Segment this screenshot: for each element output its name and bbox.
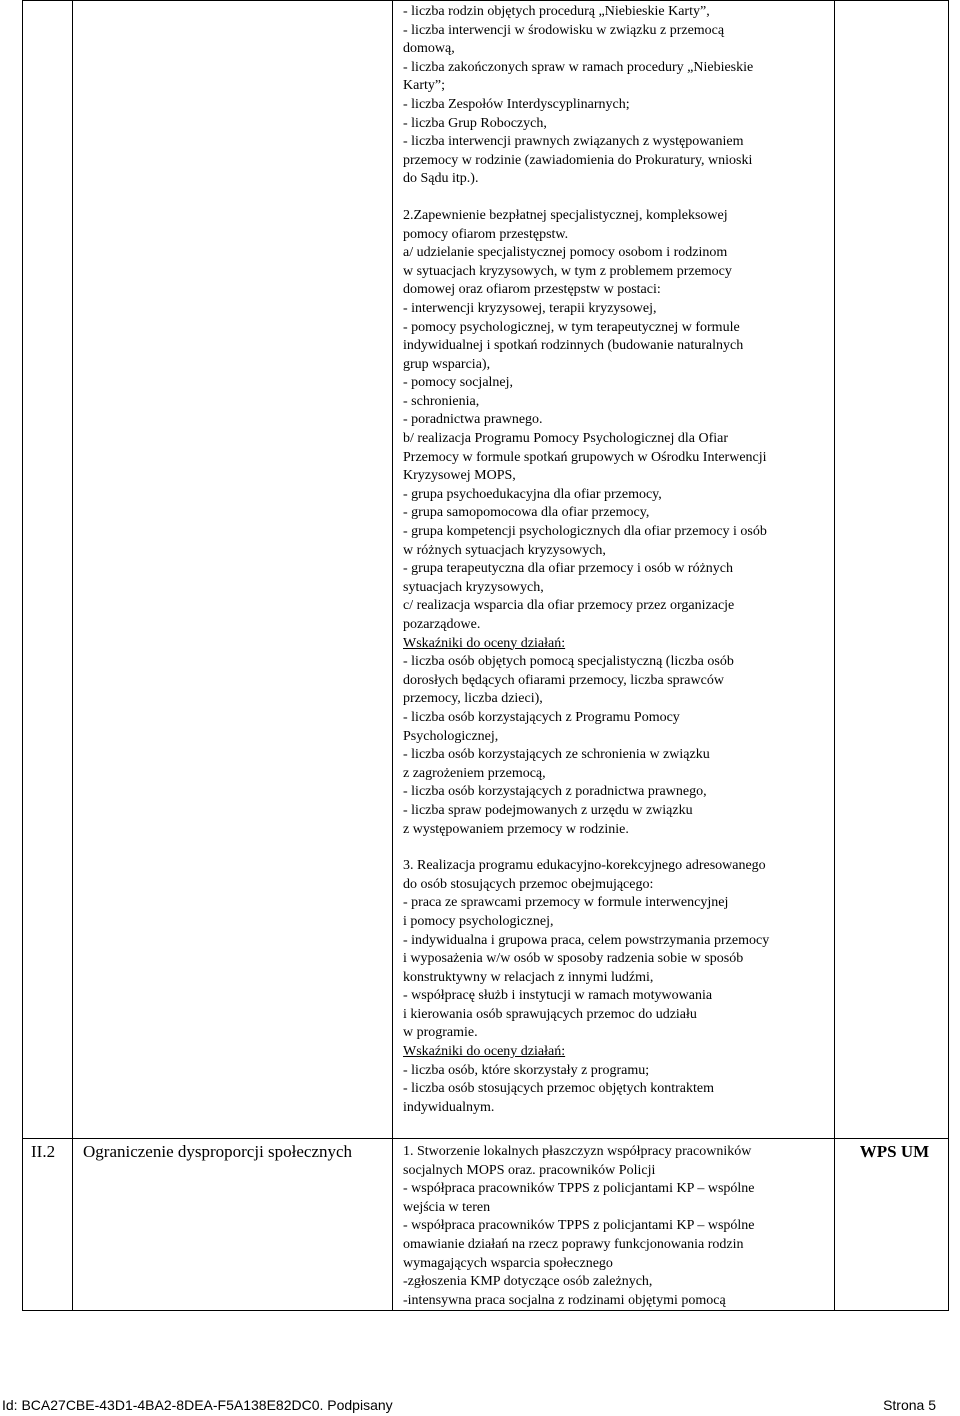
lines-b2 [403,653,828,839]
text-line: - grupa psychoedukacyjna dla ofiar przemocy, [403,486,662,502]
text-line: - liczba interwencji prawnych związanych z występowaniem [403,134,744,150]
text-line: do Sądu itp.). [403,171,479,187]
lines-c [403,857,828,1043]
text-line: - liczba osób korzystających ze schronienia w związku [403,747,710,763]
text-line: i pomocy psychologicznej, [403,913,554,929]
text-line: - liczba zakończonych spraw w ramach procedury „Niebieskie [403,59,754,75]
text-line: 2.Zapewnienie bezpłatnej specjalistycznej, kompleksowej [403,207,728,223]
responsible-cell [835,1139,949,1311]
text-line: pomocy ofiarom przestępstw. [403,226,569,242]
number-cell [23,1,73,1139]
text-line: wymagających wsparcia społecznego [403,1255,613,1271]
text-line: sytuacjach kryzysowych, [403,579,544,595]
text-line: - poradnictwa prawnego. [403,412,543,428]
text-line: przemocy, liczba dzieci), [403,691,543,707]
text-line: - liczba osób korzystających z poradnictwa prawnego, [403,784,707,800]
text-line: w sytuacjach kryzysowych, w tym z problemem przemocy [403,263,732,279]
text-line: - liczba Grup Roboczych, [403,115,547,131]
indicators-heading: Wskaźniki do oceny działań: [403,1044,566,1060]
text-line: - liczba osób stosujących przemoc objętych kontraktem [403,1081,715,1097]
text-line: - interwencji kryzysowej, terapii kryzysowej, [403,300,657,316]
text-line: c/ realizacja wsparcia dla ofiar przemocy przez organizacje [403,598,735,614]
text-line: -intensywna praca socjalna z rodzinami objętymi pomocą [403,1292,726,1308]
text-line: socjalnych MOPS oraz. pracowników Policji [403,1162,656,1178]
text-line: - liczba interwencji w środowisku w związku z przemocą [403,22,725,38]
page-number: Strona 5 [883,1397,936,1413]
text-line: Psychologicznej, [403,728,499,744]
text-line: - liczba spraw podejmowanych z urzędu w związku [403,802,693,818]
section-name: Ograniczenie dysproporcji społecznych [83,1142,353,1161]
text-line: grup wsparcia), [403,356,491,372]
text-line: - współpraca pracowników TPPS z policjantami KP – wspólne [403,1218,755,1234]
text-line: domowej oraz ofiarom przestępstw w postaci: [403,282,661,298]
lines-b [403,207,828,635]
table-row-section-1 [23,1,949,1139]
text-line: - liczba osób korzystających z Programu Pomocy [403,709,680,725]
text-line: a/ udzielanie specjalistycznej pomocy osobom i rodzinom [403,245,728,261]
text-line: 3. Realizacja programu edukacyjno-korekcyjnego adresowanego [403,858,766,874]
task-name-cell [73,1,393,1139]
text-line: wejścia w teren [403,1199,491,1215]
text-line: - praca ze sprawcami przemocy w formule interwencyjnej [403,895,729,911]
text-line: w różnych sytuacjach kryzysowych, [403,542,606,558]
text-line: - grupa terapeutyczna dla ofiar przemocy i osób w różnych [403,561,734,577]
lines-a [403,3,828,189]
text-line: z zagrożeniem przemocą, [403,765,546,781]
document-id: Id: BCA27CBE-43D1-4BA2-8DEA-F5A138E82DC0. Podpisany [2,1397,393,1413]
text-line: b/ realizacja Programu Pomocy Psychologicznej dla Ofiar [403,431,729,447]
text-line: Kryzysowej MOPS, [403,468,516,484]
text-line: - liczba rodzin objętych procedurą „Niebieskie Karty”, [403,4,710,19]
text-line: - współpracę służb i instytucji w ramach motywowania [403,988,713,1004]
number-cell [23,1139,73,1311]
text-line: omawianie działań na rzecz poprawy funkcjonowania rodzin [403,1236,744,1252]
measures-table [22,0,949,1311]
text-line: - liczba osób objętych pomocą specjalistyczną (liczba osób [403,654,734,670]
text-line: - liczba Zespołów Interdyscyplinarnych; [403,96,630,112]
text-line: Karty”; [403,78,445,94]
text-line: dorosłych będących ofiarami przemocy, liczba sprawców [403,672,724,688]
text-line: - grupa kompetencji psychologicznych dla ofiar przemocy i osób [403,524,767,540]
text-line: -zgłoszenia KMP dotyczące osób zależnych, [403,1274,653,1290]
text-line: i wyposażenia w/w osób w sposoby radzenia sobie w sposób [403,951,744,967]
text-line: przemocy w rodzinie (zawiadomienia do Prokuratury, wnioski [403,152,753,168]
text-line: - schronienia, [403,393,480,409]
text-line: z występowaniem przemocy w rodzinie. [403,821,629,837]
text-line: Przemocy w formule spotkań grupowych w Ośrodku Interwencji [403,449,767,465]
responsible-cell [835,1,949,1139]
actions-cell [393,1,835,1139]
text-line: konstruktywny w relacjach z innymi ludźmi, [403,969,654,985]
text-line: - pomocy psychologicznej, w tym terapeutycznej w formule [403,319,740,335]
text-line: - współpraca pracowników TPPS z policjantami KP – wspólne [403,1181,755,1197]
text-line: indywidualnym. [403,1099,495,1115]
text-line: 1. Stworzenie lokalnych płaszczyzn współpracy pracowników [403,1144,752,1159]
text-line: i kierowania osób sprawujących przemoc do udziału [403,1006,697,1022]
indicators-heading: Wskaźniki do oceny działań: [403,635,566,651]
text-line: - pomocy socjalnej, [403,375,514,391]
responsible-unit: WPS UM [859,1142,930,1161]
text-line: - indywidualna i grupowa praca, celem powstrzymania przemocy [403,932,770,948]
actions-cell [393,1139,835,1311]
lines-c2 [403,1062,828,1118]
text-line: domową, [403,41,455,57]
text-line: - grupa samopomocowa dla ofiar przemocy, [403,505,650,521]
section-number: II.2 [31,1142,56,1161]
task-name-cell [73,1139,393,1311]
text-line: pozarządowe. [403,617,481,632]
table-row-section-2 [23,1139,949,1311]
text-line: do osób stosujących przemoc obejmującego: [403,876,654,892]
text-line: w programie. [403,1025,478,1041]
text-line: - liczba osób, które skorzystały z programu; [403,1062,650,1078]
text-line: indywidualnej i spotkań rodzinnych (budowanie naturalnych [403,338,744,354]
lines-section-2 [403,1143,828,1310]
